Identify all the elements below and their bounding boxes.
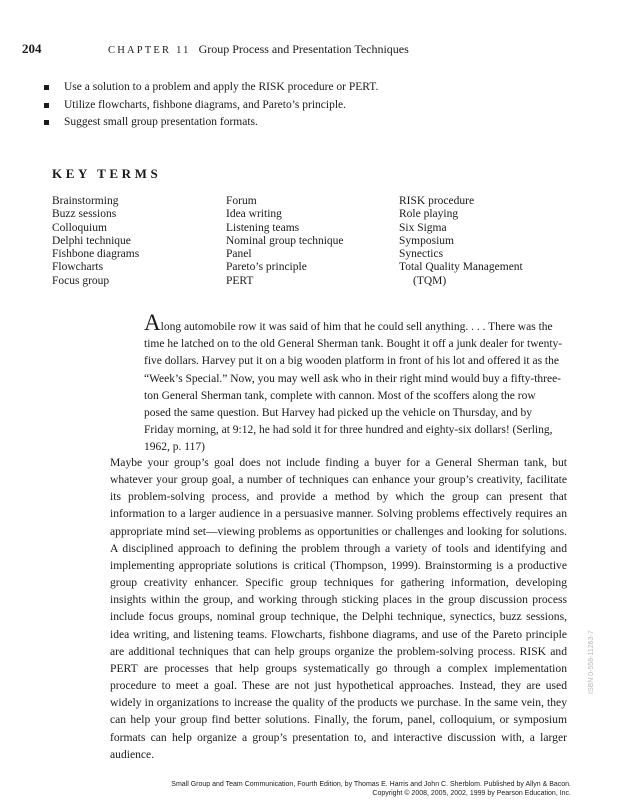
key-term: Buzz sessions [52, 208, 117, 221]
key-term: Panel [226, 248, 252, 261]
key-term: Fishbone diagrams [52, 248, 140, 261]
key-terms-column-2 [226, 195, 344, 288]
key-terms-column-3 [399, 195, 523, 288]
key-term: RISK procedure [399, 195, 475, 207]
key-term: Nominal group technique [226, 234, 344, 247]
key-term: Total Quality Management [399, 261, 523, 274]
objective-item: Utilize flowcharts, fishbone diagrams, and Pareto’s principle. [42, 97, 378, 115]
footer-citation: Small Group and Team Communication, Fourth Edition, by Thomas E. Harris and John C. Sherblom. Published by Allyn & Bacon. [171, 781, 571, 788]
key-term: Symposium [399, 234, 454, 247]
key-term: PERT [226, 274, 254, 287]
key-term: Listening teams [226, 221, 300, 234]
quote-text: long automobile row it was said of him that he could sell anything. . . . There was the time he latched on to the old General Sherman tank. Bought it off a junk dealer for twenty-five dollars. Harvey put it on a big wooden platform in front of his lot and offered it as the “Week’s Special.” Now, you may well ask who in their right mind would buy a fifty-three-ton General Sherman tank, complete with cannon. Most of the scoffers along the row posed the same question. But Harvey had picked up the vehicle on Thursday, and by Friday morning, at 9:12, he had sold it for three hundred and eighty-six dollars! (Serling, 1962, p. 117) [144, 321, 563, 454]
chapter-title: Group Process and Presentation Techniques [198, 42, 409, 56]
key-term: Synectics [399, 248, 444, 261]
key-term: Flowcharts [52, 261, 104, 274]
key-terms-heading: KEY TERMS [52, 166, 162, 181]
objectives-list [42, 79, 378, 132]
running-header [22, 41, 409, 57]
opening-quote [144, 310, 564, 457]
key-term: Colloquium [52, 221, 107, 234]
key-term: Six Sigma [399, 221, 447, 234]
key-term: Delphi technique [52, 234, 131, 247]
key-term: Focus group [52, 274, 110, 287]
drop-cap: A [144, 310, 161, 335]
key-terms-column-1 [52, 195, 139, 288]
key-term: (TQM) [413, 274, 447, 287]
key-term: Brainstorming [52, 195, 119, 207]
page-number: 204 [22, 41, 42, 56]
body-paragraph: Maybe your group’s goal does not include finding a buyer for a General Sherman tank, but whatever your group goal, a number of techniques can enhance your group’s creativity, facilitate its problem-solving process, and provide a method by which the group can present that information to a larger audience in a persuasive manner. Solving problems effectively requires an appropriate mind set—viewing problems as opportunities or challenges and looking for solutions. A disciplined approach to defining the problem through a variety of tools and identifying and implementing appropriate solutions is critical (Thompson, 1999). Brainstorming is a productive group creativity enhancer. Specific group techniques for gathering information, developing insights within the group, and working through sticking places in the group discussion process include focus groups, nominal group technique, the Delphi technique, synectics, buzz sessions, idea writing, and listening teams. Flowcharts, fishbone diagrams, and use of the Pareto principle are additional techniques that can help groups organize the problem-solving process. RISK and PERT are processes that help groups systematically go through a complex implementation procedure to meet a goal. These are not just hypothetical approaches. Instead, they are used widely in organizations to increase the quality of the products we purchase. In the same vein, they can help your group find better solutions. Finally, the forum, panel, colloquium, or symposium formats can help organize a group’s presentation to, and interactive discussion with, a larger audience. [110, 456, 567, 761]
key-term: Role playing [399, 208, 459, 221]
objective-item: Suggest small group presentation formats. [42, 114, 378, 132]
objective-item: Use a solution to a problem and apply the RISK procedure or PERT. [42, 79, 378, 97]
key-term: Idea writing [226, 208, 282, 221]
copyright-footer [171, 781, 571, 798]
footer-copyright: Copyright © 2008, 2005, 2002, 1999 by Pearson Education, Inc. [372, 789, 571, 797]
key-term: Forum [226, 195, 257, 207]
chapter-label: CHAPTER 11 [108, 45, 191, 56]
key-term: Pareto’s principle [226, 261, 307, 274]
isbn-watermark: ISBN 0-558-11263-7 [588, 630, 595, 694]
